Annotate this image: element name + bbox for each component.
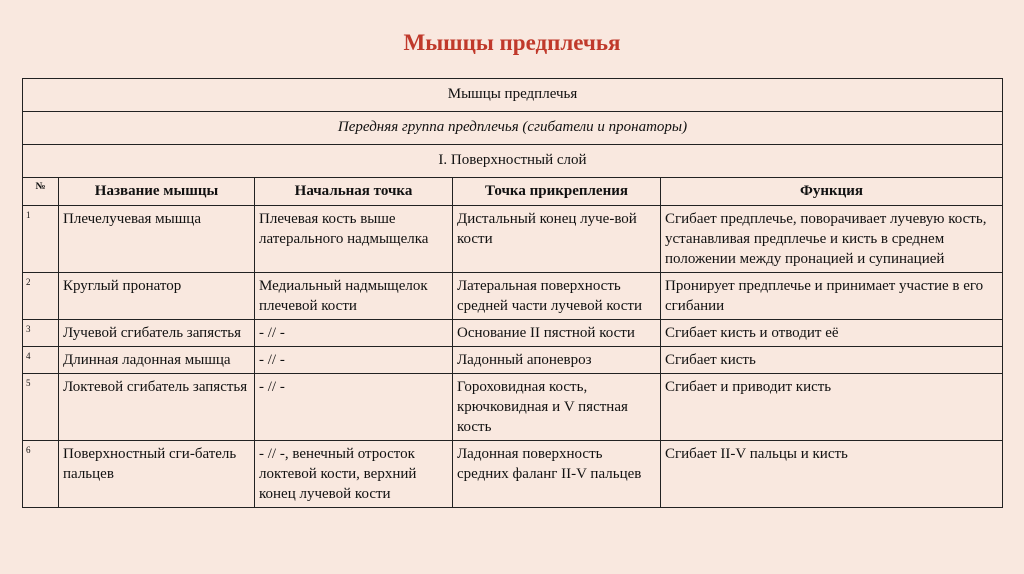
- table-caption: Мышцы предплечья: [23, 79, 1003, 112]
- table-row: [23, 441, 1003, 508]
- row-number: 4: [23, 347, 59, 374]
- origin-point: - // -: [255, 347, 453, 374]
- table-row: [23, 374, 1003, 441]
- muscle-function: Сгибает кисть и отводит её: [661, 320, 1003, 347]
- muscle-name: Длинная ладонная мышца: [59, 347, 255, 374]
- origin-point: - // -: [255, 320, 453, 347]
- header-row: [23, 178, 1003, 206]
- page-title: Мышцы предплечья: [403, 30, 621, 55]
- table-row: [23, 320, 1003, 347]
- muscle-name: Лучевой сгибатель запястья: [59, 320, 255, 347]
- header-origin: Начальная точка: [255, 178, 453, 206]
- row-number: 5: [23, 374, 59, 441]
- table-row: [23, 273, 1003, 320]
- muscle-name: Локтевой сгибатель запястья: [59, 374, 255, 441]
- header-insertion: Точка прикрепления: [453, 178, 661, 206]
- insertion-point: Гороховидная кость, крючковидная и V пястная кость: [453, 374, 661, 441]
- muscle-function: Сгибает и приводит кисть: [661, 374, 1003, 441]
- table-row: [23, 347, 1003, 374]
- group-row: [23, 112, 1003, 145]
- muscle-function: Пронирует предплечье и принимает участие в его сгибании: [661, 273, 1003, 320]
- group-heading: Передняя группа предплечья (сгибатели и пронаторы): [23, 112, 1003, 145]
- muscle-function: Сгибает кисть: [661, 347, 1003, 374]
- muscle-function: Сгибает предплечье, поворачивает лучевую кость, устанавливая предплечье и кисть в среднем положении между пронацией и супинацией: [661, 206, 1003, 273]
- muscles-table-container: [22, 78, 1002, 508]
- header-name: Название мышцы: [59, 178, 255, 206]
- muscle-function: Сгибает II-V пальцы и кисть: [661, 441, 1003, 508]
- origin-point: - // -: [255, 374, 453, 441]
- origin-point: Плечевая кость выше латерального надмыщелка: [255, 206, 453, 273]
- row-number: 6: [23, 441, 59, 508]
- table-row: [23, 206, 1003, 273]
- insertion-point: Ладонная поверхность средних фаланг II-V пальцев: [453, 441, 661, 508]
- layer-row: [23, 145, 1003, 178]
- row-number: 1: [23, 206, 59, 273]
- origin-point: Медиальный надмыщелок плечевой кости: [255, 273, 453, 320]
- muscles-table: [22, 78, 1003, 508]
- muscle-name: Плечелучевая мышца: [59, 206, 255, 273]
- insertion-point: Латеральная поверхность средней части лучевой кости: [453, 273, 661, 320]
- table-body: [23, 79, 1003, 508]
- header-function: Функция: [661, 178, 1003, 206]
- layer-heading: I. Поверхностный слой: [23, 145, 1003, 178]
- insertion-point: Дистальный конец луче-вой кости: [453, 206, 661, 273]
- insertion-point: Ладонный апоневроз: [453, 347, 661, 374]
- insertion-point: Основание II пястной кости: [453, 320, 661, 347]
- table-caption-row: [23, 79, 1003, 112]
- origin-point: - // -, венечный отросток локтевой кости, верхний конец лучевой кости: [255, 441, 453, 508]
- muscle-name: Поверхностный сги-батель пальцев: [59, 441, 255, 508]
- muscle-name: Круглый пронатор: [59, 273, 255, 320]
- row-number: 2: [23, 273, 59, 320]
- header-number: №: [23, 178, 59, 206]
- row-number: 3: [23, 320, 59, 347]
